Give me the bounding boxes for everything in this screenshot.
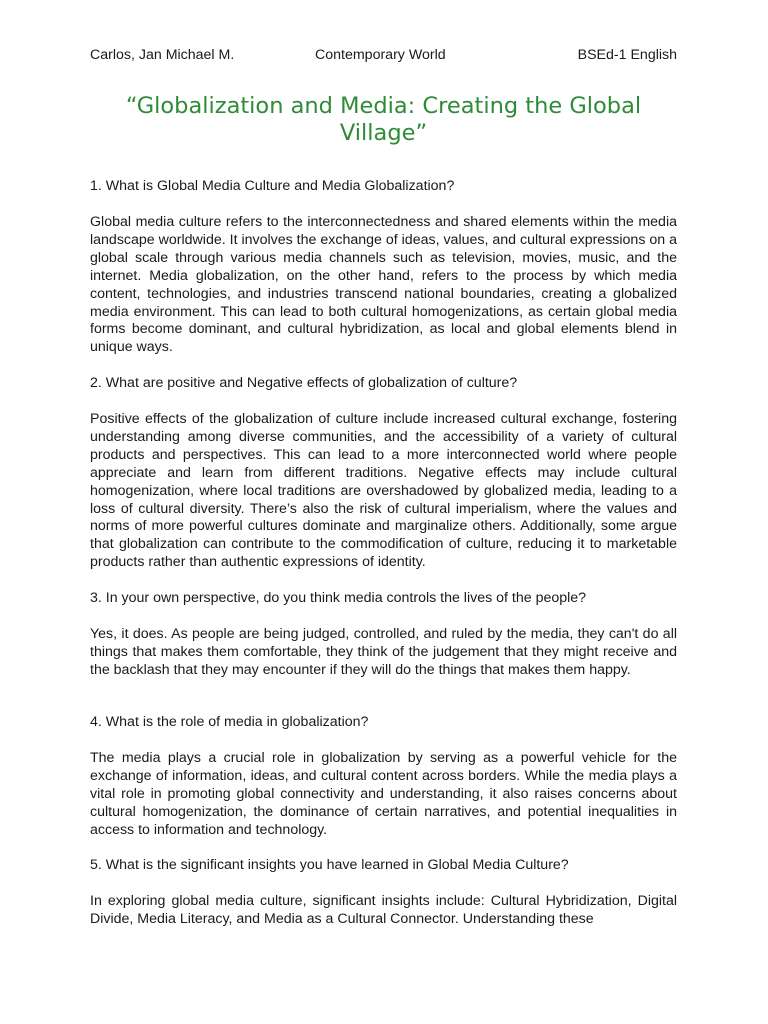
answer-3: Yes, it does. As people are being judged, controlled, and ruled by the media, they can't do all things that makes them comfortable, they think of the judgement that they might receive and the backlash that they may encounter if they will do the things that makes them happy. xyxy=(90,626,677,678)
document-title: “Globalization and Media: Creating the Global Village” xyxy=(125,93,642,146)
answer-4: The media plays a crucial role in globalization by serving as a powerful vehicle for the exchange of information, ideas, and cultural content across borders. While the media plays a vital role in promoting global connectivity and understanding, it also raises concerns about cultural homogenization, the dominance of certain narratives, and potential inequalities in access to information and technology. xyxy=(90,750,677,838)
question-4: 4. What is the role of media in globalization? xyxy=(90,714,369,730)
answer-2: Positive effects of the globalization of culture include increased cultural exchange, fostering understanding among diverse communities, and the accessibility of a variety of cultural products and perspectives. This can lead to a more interconnected world where people appreciate and learn from different traditions. Negative effects may include cultural homogenization, where local traditions are overshadowed by globalized media, leading to a loss of cultural diversity. There’s also the risk of cultural imperialism, where the values and norms of more powerful cultures dominate and marginalize others. Additionally, some argue that globalization can contribute to the commodification of culture, reducing it to marketable products rather than authentic expressions of identity. xyxy=(90,411,677,571)
author-name: Carlos, Jan Michael M. xyxy=(90,47,235,63)
question-5: 5. What is the significant insights you have learned in Global Media Culture? xyxy=(90,857,569,873)
answer-5: In exploring global media culture, significant insights include: Cultural Hybridization, Digital Divide, Media Literacy, and Media as a Cultural Connector. Understanding these xyxy=(90,893,677,927)
question-2: 2. What are positive and Negative effects of globalization of culture? xyxy=(90,375,518,391)
course-name: Contemporary World xyxy=(315,47,446,63)
section-name: BSEd-1 English xyxy=(577,47,677,63)
page-header xyxy=(90,46,677,64)
question-3: 3. In your own perspective, do you think media controls the lives of the people? xyxy=(90,590,587,606)
answer-1: Global media culture refers to the interconnectedness and shared elements within the media landscape worldwide. It involves the exchange of ideas, values, and cultural expressions on a global scale through various media channels such as television, movies, music, and the internet. Media globalization, on the other hand, refers to the process by which media content, technologies, and industries transcend national boundaries, creating a globalized media environment. This can lead to both cultural homogenizations, as certain global media forms become dominant, and cultural hybridization, as local and global elements blend in unique ways. xyxy=(90,214,677,356)
question-1: 1. What is Global Media Culture and Media Globalization? xyxy=(90,178,455,194)
